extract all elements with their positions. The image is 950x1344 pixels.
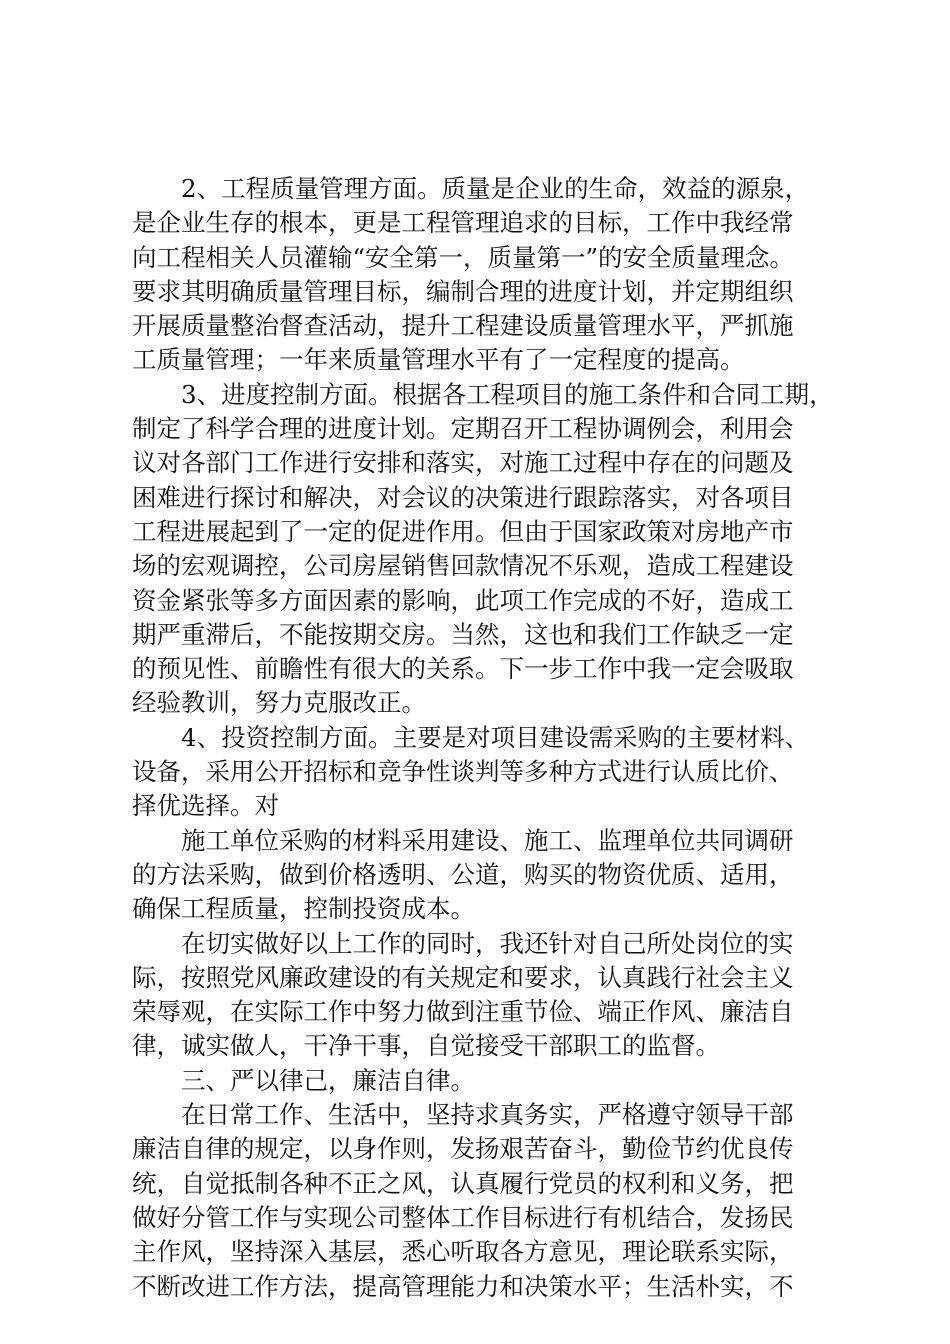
- text-line: 2、工程质量管理方面。质量是企业的生命，效益的源泉，: [181, 174, 810, 203]
- text-line: 际，按照党风廉政建设的有关规定和要求，认真践行社会主义: [132, 962, 794, 992]
- text-line: 4、投资控制方面。主要是对项目建设需采购的主要材料、: [181, 722, 810, 752]
- text-line: 律，诚实做人，干净干事，自觉接受干部职工的监督。: [132, 1031, 720, 1061]
- text-line: 做好分管工作与实现公司整体工作目标进行有机结合，发扬民: [132, 1202, 794, 1232]
- text-line: 确保工程质量，控制投资成本。: [132, 894, 475, 924]
- text-line: 议对各部门工作进行安排和落实，对施工过程中存在的问题及: [132, 448, 794, 478]
- text-line: 的预见性、前瞻性有很大的关系。下一步工作中我一定会吸取: [132, 654, 794, 684]
- text-line: 择优选择。对: [132, 791, 279, 821]
- text-line: 场的宏观调控，公司房屋销售回款情况不乐观，造成工程建设: [132, 551, 794, 581]
- text-line: 经验教训，努力克服改正。: [132, 688, 426, 718]
- text-line: 主作风，坚持深入基层，悉心听取各方意见，理论联系实际，: [132, 1237, 794, 1267]
- text-line: 困难进行探讨和解决，对会议的决策进行跟踪落实，对各项目: [132, 482, 794, 512]
- text-line: 不断改进工作方法，提高管理能力和决策水平；生活朴实，不: [132, 1271, 794, 1301]
- text-line: 要求其明确质量管理目标，编制合理的进度计划，并定期组织: [132, 276, 794, 306]
- text-line: 是企业生存的根本，更是工程管理追求的目标，工作中我经常: [132, 208, 794, 238]
- document-body: [132, 172, 832, 1304]
- text-line: 工质量管理；一年来质量管理水平有了一定程度的提高。: [132, 345, 745, 375]
- text-line: 资金紧张等多方面因素的影响，此项工作完成的不好，造成工: [132, 585, 794, 615]
- text-line: 3、进度控制方面。根据各工程项目的施工条件和合同工期，: [181, 379, 834, 409]
- text-line: 开展质量整治督查活动，提升工程建设质量管理水平，严抓施: [132, 311, 794, 341]
- text-line: 施工单位采购的材料采用建设、施工、监理单位共同调研: [181, 825, 794, 855]
- text-line: 制定了科学合理的进度计划。定期召开工程协调例会，利用会: [132, 414, 794, 444]
- text-line: 设备，采用公开招标和竞争性谈判等多种方式进行认质比价、: [132, 757, 794, 787]
- text-line: 期严重滞后，不能按期交房。当然，这也和我们工作缺乏一定: [132, 619, 794, 649]
- text-line: 统，自觉抵制各种不正之风，认真履行党员的权利和义务，把: [132, 1168, 794, 1198]
- text-line: 向工程相关人员灌输“安全第一，质量第一”的安全质量理念。: [132, 242, 795, 272]
- text-line: 的方法采购，做到价格透明、公道，购买的物资优质、适用，: [132, 859, 794, 889]
- section-heading: 三、严以律己，廉洁自律。: [181, 1065, 475, 1095]
- text-line: 荣辱观，在实际工作中努力做到注重节俭、端正作风、廉洁自: [132, 997, 794, 1027]
- text-line: 廉洁自律的规定，以身作则，发扬艰苦奋斗，勤俭节约优良传: [132, 1134, 794, 1164]
- text-line: 在切实做好以上工作的同时，我还针对自己所处岗位的实: [181, 928, 794, 958]
- text-line: 工程进展起到了一定的促进作用。但由于国家政策对房地产市: [132, 516, 794, 546]
- text-line: 在日常工作、生活中，坚持求真务实，严格遵守领导干部: [181, 1100, 794, 1130]
